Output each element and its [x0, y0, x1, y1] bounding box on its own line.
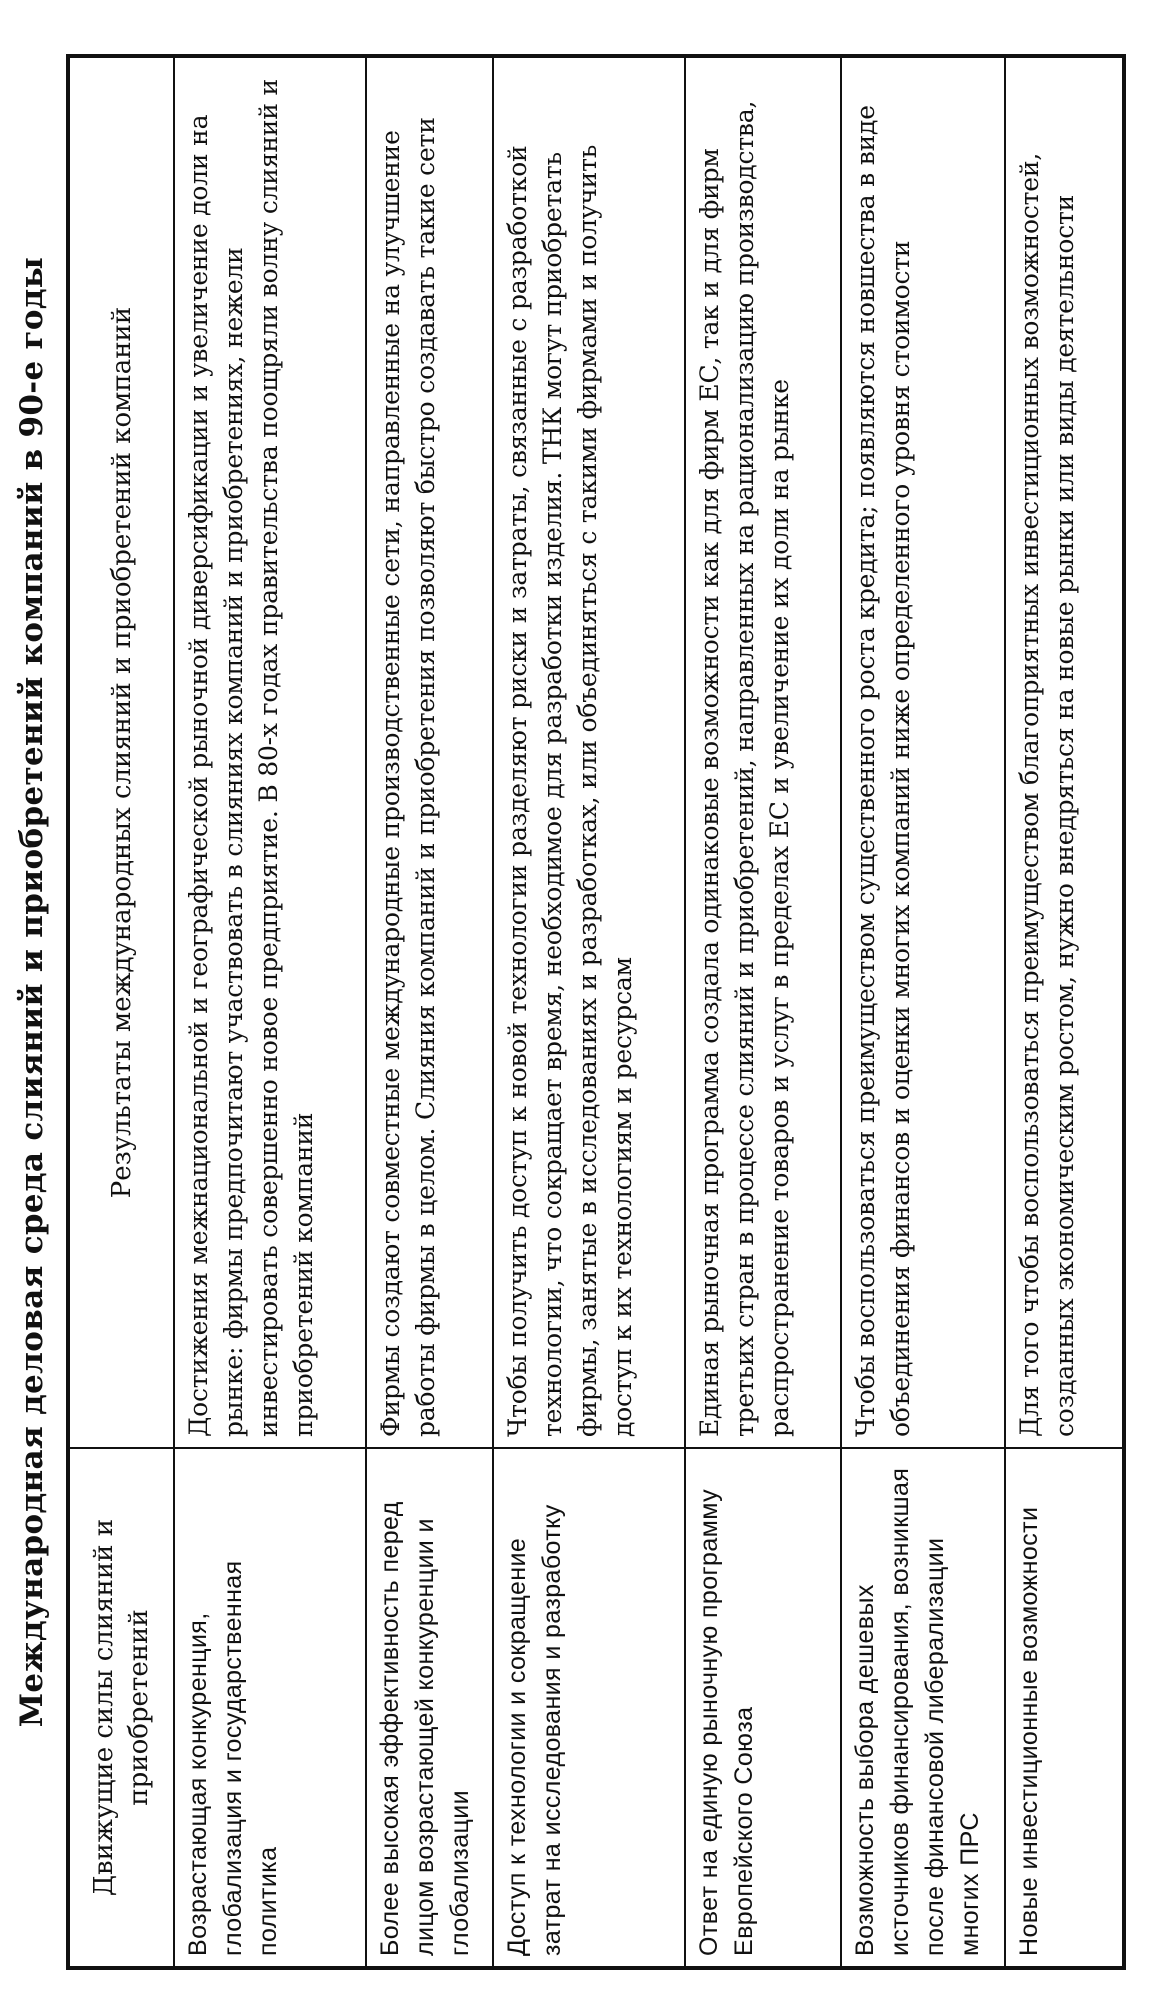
header-results: Результаты международных слияний и приобретений компаний: [68, 56, 174, 1448]
result-cell: Для того чтобы воспользоваться преимуществом благоприятных инвестиционных возможностей, созданных экономическим ростом, нужно внедряться на новые рынки или виды деятельности: [1005, 56, 1124, 1448]
header-driving-forces: Движущие силы слияний и приобретений: [68, 1448, 174, 1968]
driving-force-cell: Ответ на единую рыночную программу Европейского Союза: [685, 1448, 841, 1968]
driving-force-cell: Возможность выбора дешевых источников финансирования, возникшая после финансовой либерализации многих ПРС: [841, 1448, 1005, 1968]
table-row: [685, 56, 841, 1968]
table-header-row: [68, 56, 174, 1968]
driving-force-cell: Возрастающая конкуренция, глобализация и государственная политика: [174, 1448, 366, 1968]
result-cell: Достижения межнациональной и географической рыночной диверсификации и увеличение доли на рынке: фирмы предпочитают участвовать в слияниях компаний и приобретениях, нежели инвестировать совершенно новое предприятие. В 80-х годах правительства поощряли волну слияний и приобретений компаний: [174, 56, 366, 1448]
document-title: Международная деловая среда слияний и приобретений компаний в 90-е годы: [14, 256, 50, 1728]
driving-force-cell: Новые инвестиционные возможности: [1005, 1448, 1124, 1968]
table-row: [174, 56, 366, 1968]
table-row: [366, 56, 492, 1968]
table-row: [1005, 56, 1124, 1968]
result-cell: Чтобы получить доступ к новой технологии разделяют риски и затраты, связанные с разработкой технологии, что сокращает время, необходимое для разработки изделия. ТНК могут приобретать фирмы, занятые в исследованиях и разработках, или объединяться с такими фирмами и получить доступ к их технологиям и ресурсам: [493, 56, 685, 1448]
table-row: [493, 56, 685, 1968]
result-cell: Чтобы воспользоваться преимуществом существенного роста кредита; появляются новшества в виде объединения финансов и оценки многих компаний ниже определенного уровня стоимости: [841, 56, 1005, 1448]
mergers-table: [66, 54, 1126, 1970]
result-cell: Фирмы создают совместные международные производственные сети, направленные на улучшение работы фирмы в целом. Слияния компаний и приобретения позволяют быстро создавать такие сети: [366, 56, 492, 1448]
result-cell: Единая рыночная программа создала одинаковые возможности как для фирм ЕС, так и для фирм третьих стран в процессе слияний и приобретений, направленных на рационализацию производства, распространение товаров и услуг в пределах ЕС и увеличение их доли на рынке: [685, 56, 841, 1448]
driving-force-cell: Доступ к технологии и сокращение затрат на исследования и разработку: [493, 1448, 685, 1968]
table-row: [841, 56, 1005, 1968]
driving-force-cell: Более высокая эффективность перед лицом возрастающей конкуренции и глобализации: [366, 1448, 492, 1968]
